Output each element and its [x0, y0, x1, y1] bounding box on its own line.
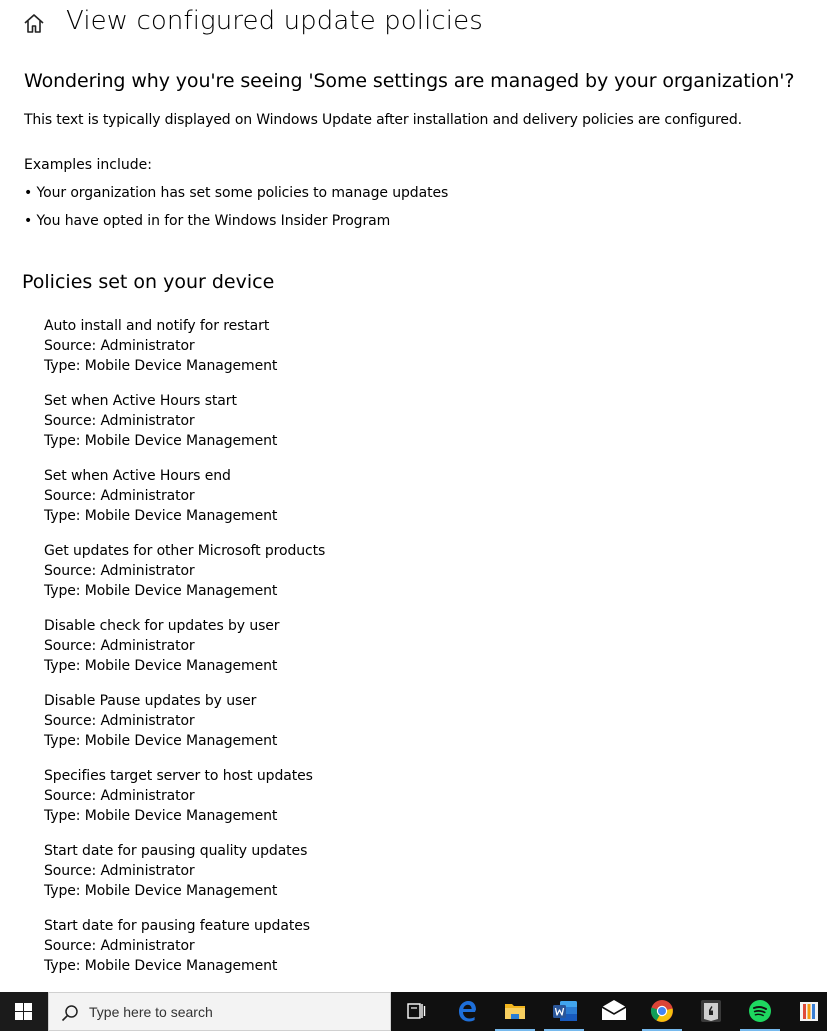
policy-name: Disable Pause updates by user [44, 693, 257, 709]
task-view-button[interactable] [392, 992, 440, 1031]
policy-item [44, 391, 544, 466]
spotify-button[interactable] [736, 992, 784, 1031]
page-title: View configured update policies [66, 6, 483, 36]
policy-item [44, 691, 544, 766]
policy-type: Type: Mobile Device Management [44, 658, 278, 674]
windows-start-icon [15, 1003, 32, 1020]
home-button[interactable] [22, 12, 46, 36]
policy-name: Start date for pausing feature updates [44, 918, 310, 934]
mail-button[interactable] [589, 992, 637, 1031]
policy-name: Set when Active Hours start [44, 393, 237, 409]
policy-item [44, 766, 544, 841]
policy-item [44, 841, 544, 916]
edge-icon [455, 999, 479, 1023]
policy-source: Source: Administrator [44, 938, 195, 954]
policy-source: Source: Administrator [44, 638, 195, 654]
info-heading: Wondering why you're seeing 'Some settings are managed by your organization'? [24, 70, 795, 92]
policy-source: Source: Administrator [44, 338, 195, 354]
chrome-icon [650, 999, 674, 1023]
policy-source: Source: Administrator [44, 563, 195, 579]
policy-source: Source: Administrator [44, 713, 195, 729]
paint-button[interactable] [785, 992, 827, 1031]
page-header [0, 0, 827, 50]
policy-source: Source: Administrator [44, 488, 195, 504]
policy-name: Disable check for updates by user [44, 618, 280, 634]
taskbar-search-box[interactable] [48, 992, 391, 1031]
policy-type: Type: Mobile Device Management [44, 958, 278, 974]
rainbow-six-button[interactable] [687, 992, 735, 1031]
policy-source: Source: Administrator [44, 413, 195, 429]
policy-item [44, 316, 544, 391]
policy-type: Type: Mobile Device Management [44, 733, 278, 749]
policy-type: Type: Mobile Device Management [44, 808, 278, 824]
policy-name: Auto install and notify for restart [44, 318, 270, 334]
policy-item [44, 466, 544, 541]
policies-heading: Policies set on your device [22, 271, 275, 293]
word-icon [552, 999, 578, 1023]
file-explorer-button[interactable] [491, 992, 539, 1031]
policy-type: Type: Mobile Device Management [44, 508, 278, 524]
task-view-icon [404, 999, 428, 1023]
policy-list [44, 316, 544, 991]
policy-name: Get updates for other Microsoft products [44, 543, 326, 559]
policy-item [44, 916, 544, 991]
home-icon [22, 12, 46, 36]
policy-name: Start date for pausing quality updates [44, 843, 308, 859]
mail-icon [601, 999, 627, 1023]
examples-label: Examples include: [24, 157, 152, 173]
taskbar [0, 992, 827, 1031]
chrome-button[interactable] [638, 992, 686, 1031]
start-button[interactable] [0, 992, 48, 1031]
info-description: This text is typically displayed on Windows Update after installation and delivery policies are configured. [24, 112, 742, 128]
example-item: • You have opted in for the Windows Insider Program [24, 213, 391, 229]
word-button[interactable] [540, 992, 588, 1031]
policy-item [44, 541, 544, 616]
example-item: • Your organization has set some policies to manage updates [24, 185, 449, 201]
rainbow-six-icon [699, 999, 723, 1023]
edge-button[interactable] [443, 992, 491, 1031]
paint-icon [797, 999, 821, 1023]
search-placeholder: Type here to search [89, 1004, 213, 1020]
spotify-icon [748, 999, 772, 1023]
policy-type: Type: Mobile Device Management [44, 433, 278, 449]
policy-type: Type: Mobile Device Management [44, 583, 278, 599]
policy-type: Type: Mobile Device Management [44, 358, 278, 374]
file-explorer-icon [503, 999, 527, 1023]
policy-source: Source: Administrator [44, 863, 195, 879]
policy-name: Specifies target server to host updates [44, 768, 313, 784]
policy-type: Type: Mobile Device Management [44, 883, 278, 899]
policy-source: Source: Administrator [44, 788, 195, 804]
search-icon [61, 1004, 79, 1022]
policy-item [44, 616, 544, 691]
policy-name: Set when Active Hours end [44, 468, 231, 484]
